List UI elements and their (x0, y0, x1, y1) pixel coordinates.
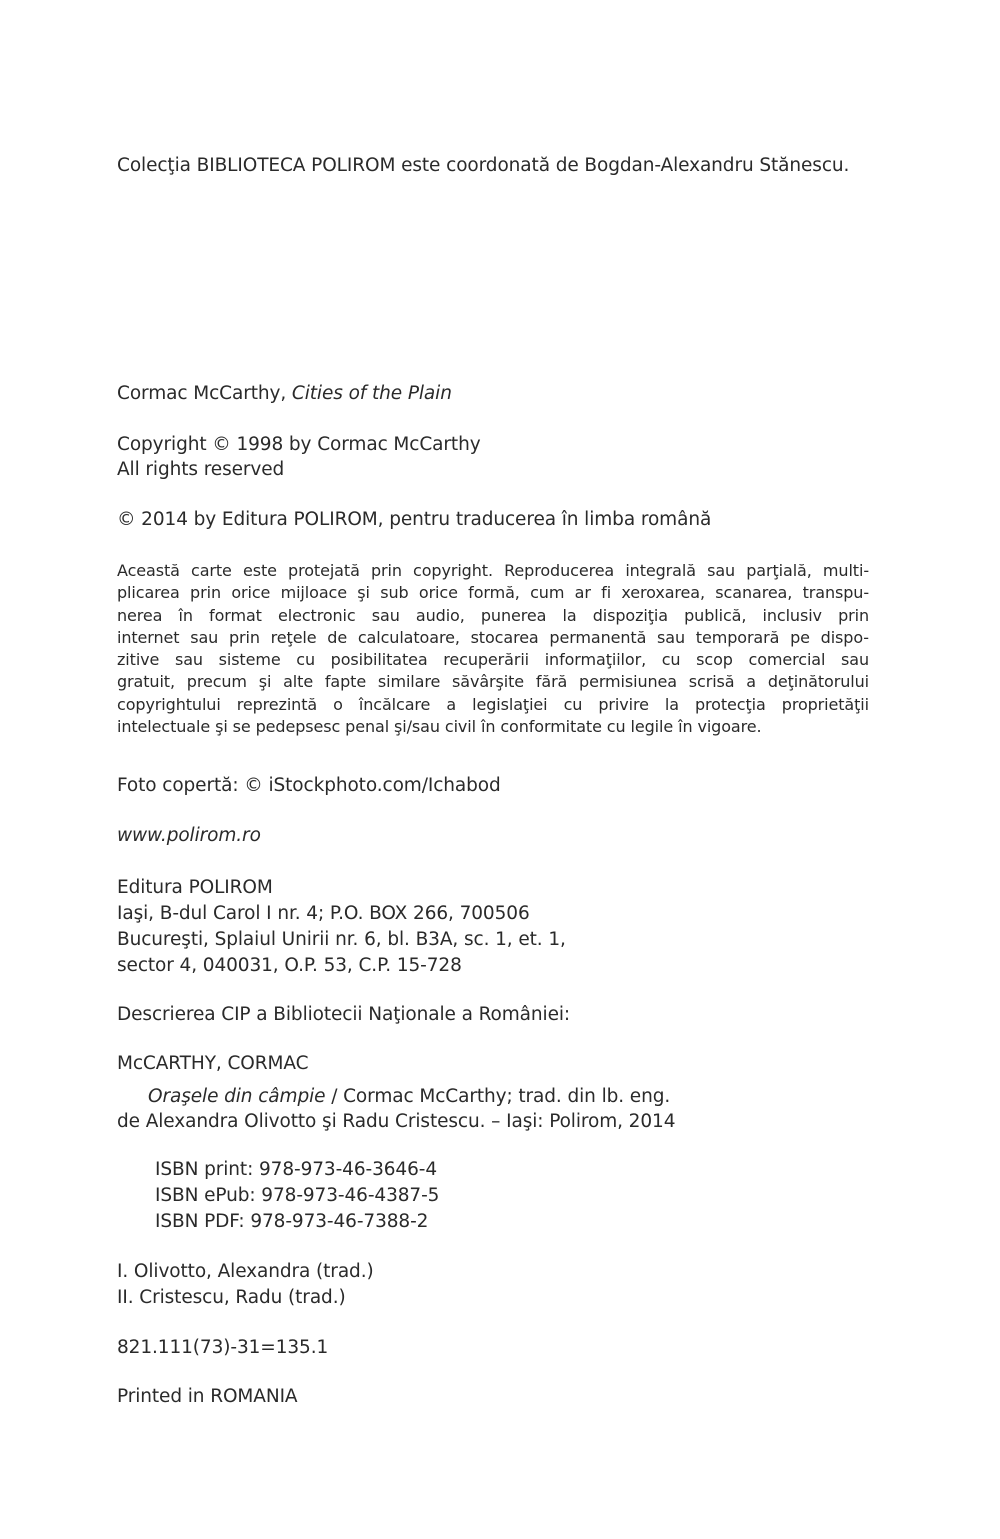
photo-credit: Foto copertă: © iStockphoto.com/Ichabod (117, 775, 501, 796)
cip-translator-2: II. Cristescu, Radu (trad.) (117, 1287, 346, 1308)
legal-notice-line: nerea în format electronic sau audio, punerea la dispoziţia publică, inclusiv prin (117, 605, 869, 625)
legal-notice-line: gratuit, precum şi alte fapte similare săvârşite fără permisiunea scrisă a deţinătorului (117, 672, 869, 692)
legal-notice-line: copyrightului reprezintă o încălcare a legislaţiei cu privire la protecţia proprietăţii (117, 694, 869, 714)
isbn-print: ISBN print: 978-973-46-3646-4 (155, 1159, 438, 1180)
legal-notice-line: plicarea prin orice mijloace şi sub orice formă, cum ar fi xeroxarea, scanarea, transpu- (117, 583, 869, 603)
cip-title-line (148, 1085, 670, 1109)
publisher-address-iasi: Iaşi, B-dul Carol I nr. 4; P.O. BOX 266, 700506 (117, 903, 530, 924)
copyright-line-2: All rights reserved (117, 459, 285, 480)
original-work (117, 382, 452, 406)
publisher-address-sector: sector 4, 040031, O.P. 53, C.P. 15-728 (117, 955, 462, 976)
publisher-name: Editura POLIROM (117, 877, 273, 898)
isbn-epub: ISBN ePub: 978-973-46-4387-5 (155, 1185, 440, 1206)
cip-title-rest: / Cormac McCarthy; trad. din lb. eng. (325, 1086, 671, 1107)
publisher-address-bucuresti: Bucureşti, Splaiul Unirii nr. 6, bl. B3A, sc. 1, et. 1, (117, 929, 566, 950)
classification-code: 821.111(73)-31=135.1 (117, 1337, 329, 1358)
legal-notice-line: internet sau prin reţele de calculatoare, stocarea permanentă sau temporară pe dispo- (117, 627, 869, 647)
website-link[interactable]: www.polirom.ro (117, 825, 261, 846)
legal-notice-line: zitive sau sisteme cu posibilitatea recuperării informaţiilor, cu scop comercial sau (117, 650, 869, 670)
cip-translators-line: de Alexandra Olivotto şi Radu Cristescu. – Iaşi: Polirom, 2014 (117, 1111, 676, 1132)
collection-note: Colecţia BIBLIOTECA POLIROM este coordonată de Bogdan-Alexandru Stănescu. (117, 155, 850, 176)
copyright-line-1: Copyright © 1998 by Cormac McCarthy (117, 434, 481, 455)
isbn-pdf: ISBN PDF: 978-973-46-7388-2 (155, 1211, 429, 1232)
legal-notice (117, 560, 869, 738)
cip-author: McCARTHY, CORMAC (117, 1053, 309, 1074)
original-title: Cities of the Plain (291, 383, 452, 404)
cip-heading: Descrierea CIP a Bibliotecii Naţionale a României: (117, 1004, 571, 1025)
legal-notice-line: Această carte este protejată prin copyright. Reproducerea integrală sau parţială, multi- (117, 561, 869, 580)
cip-translator-1: I. Olivotto, Alexandra (trad.) (117, 1261, 374, 1282)
cip-title: Oraşele din câmpie (148, 1086, 326, 1107)
original-author: Cormac McCarthy, (117, 383, 287, 404)
legal-notice-line: intelectuale şi se pedepsesc penal şi/sau civil în conformitate cu legile în vigoare. (117, 717, 762, 737)
printed-in: Printed in ROMANIA (117, 1386, 298, 1407)
translation-copyright: © 2014 by Editura POLIROM, pentru traducerea în limba română (117, 509, 712, 530)
